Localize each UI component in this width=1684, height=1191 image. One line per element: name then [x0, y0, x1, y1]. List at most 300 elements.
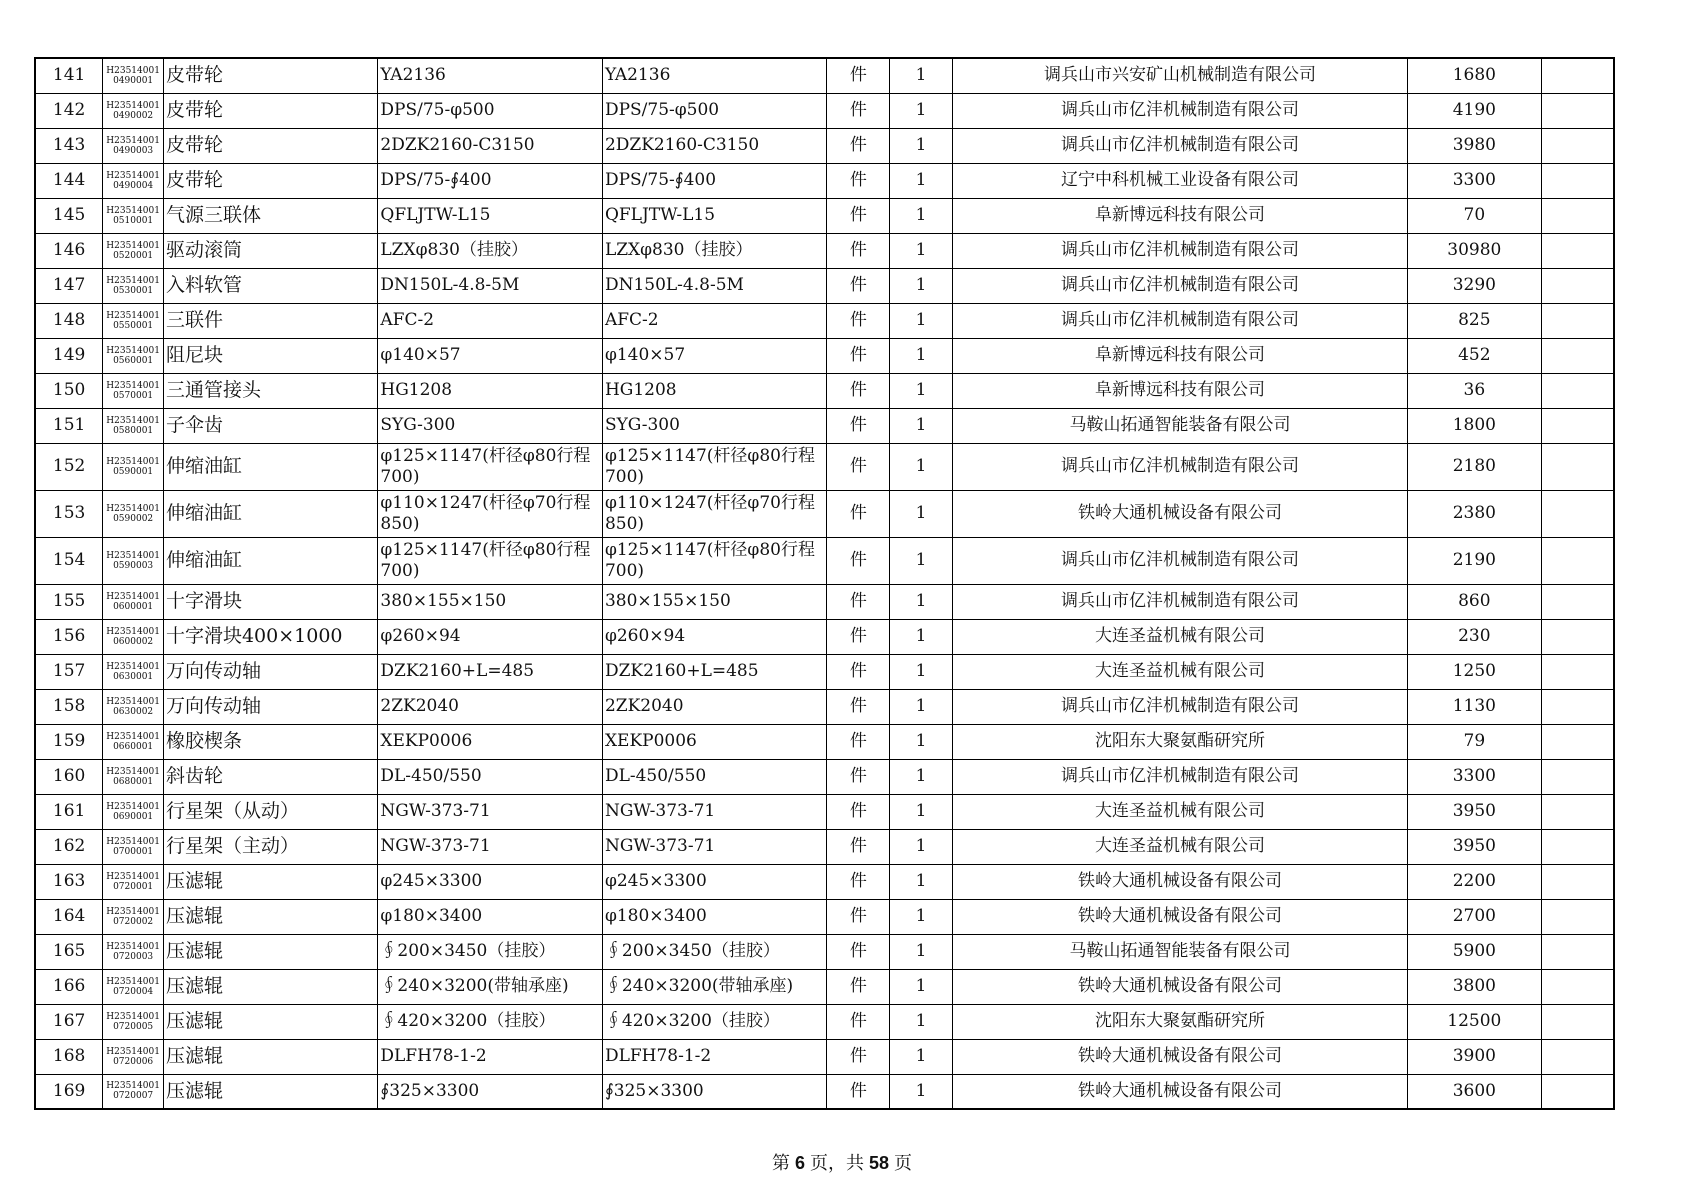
item-note	[1541, 759, 1614, 794]
row-index: 147	[35, 268, 103, 303]
item-model: ∮200×3450（挂胶）	[602, 934, 827, 969]
item-quantity: 1	[890, 864, 953, 899]
item-spec: φ125×1147(杆径φ80行程700)	[378, 537, 603, 584]
unit-price: 3800	[1408, 969, 1542, 1004]
item-model: φ245×3300	[602, 864, 827, 899]
footer-middle: 页，共	[804, 1153, 869, 1173]
material-code: H235140010720003	[103, 934, 164, 969]
item-unit: 件	[827, 93, 890, 128]
item-name: 伸缩油缸	[163, 490, 377, 537]
material-code: H235140010530001	[103, 268, 164, 303]
item-unit: 件	[827, 759, 890, 794]
item-name: 十字滑块400×1000	[163, 619, 377, 654]
item-note	[1541, 490, 1614, 537]
supplier-name: 大连圣益机械有限公司	[952, 829, 1407, 864]
item-spec: ∮200×3450（挂胶）	[378, 934, 603, 969]
item-note	[1541, 373, 1614, 408]
item-spec: φ260×94	[378, 619, 603, 654]
table-row	[35, 864, 1614, 899]
item-unit: 件	[827, 338, 890, 373]
item-name: 压滤辊	[163, 1039, 377, 1074]
row-index: 152	[35, 443, 103, 490]
item-quantity: 1	[890, 490, 953, 537]
item-model: DL-450/550	[602, 759, 827, 794]
item-model: LZXφ830（挂胶）	[602, 233, 827, 268]
item-name: 三联件	[163, 303, 377, 338]
row-index: 162	[35, 829, 103, 864]
item-spec: HG1208	[378, 373, 603, 408]
item-note	[1541, 794, 1614, 829]
material-code: H235140010550001	[103, 303, 164, 338]
material-code: H235140010680001	[103, 759, 164, 794]
item-model: 380×155×150	[602, 584, 827, 619]
material-code: H235140010510001	[103, 198, 164, 233]
item-unit: 件	[827, 899, 890, 934]
item-spec: 2DZK2160-C3150	[378, 128, 603, 163]
row-index: 149	[35, 338, 103, 373]
material-code: H235140010590002	[103, 490, 164, 537]
table-row	[35, 899, 1614, 934]
item-note	[1541, 443, 1614, 490]
item-unit: 件	[827, 490, 890, 537]
item-unit: 件	[827, 689, 890, 724]
item-unit: 件	[827, 969, 890, 1004]
row-index: 143	[35, 128, 103, 163]
item-unit: 件	[827, 934, 890, 969]
item-quantity: 1	[890, 724, 953, 759]
unit-price: 1680	[1408, 58, 1542, 93]
item-model: ∮240×3200(带轴承座)	[602, 969, 827, 1004]
item-note	[1541, 537, 1614, 584]
item-name: 皮带轮	[163, 58, 377, 93]
item-note	[1541, 1039, 1614, 1074]
item-model: NGW-373-71	[602, 829, 827, 864]
material-code: H235140010720005	[103, 1004, 164, 1039]
item-name: 皮带轮	[163, 163, 377, 198]
supplier-name: 大连圣益机械有限公司	[952, 619, 1407, 654]
item-unit: 件	[827, 303, 890, 338]
table-body	[35, 58, 1614, 1109]
item-name: 伸缩油缸	[163, 443, 377, 490]
unit-price: 2200	[1408, 864, 1542, 899]
item-quantity: 1	[890, 934, 953, 969]
row-index: 163	[35, 864, 103, 899]
supplier-name: 马鞍山拓通智能装备有限公司	[952, 408, 1407, 443]
item-quantity: 1	[890, 654, 953, 689]
table-row	[35, 794, 1614, 829]
table-row	[35, 408, 1614, 443]
item-model: φ260×94	[602, 619, 827, 654]
item-note	[1541, 93, 1614, 128]
unit-price: 2700	[1408, 899, 1542, 934]
item-note	[1541, 233, 1614, 268]
item-model: φ180×3400	[602, 899, 827, 934]
table-row	[35, 829, 1614, 864]
item-unit: 件	[827, 654, 890, 689]
item-name: 驱动滚筒	[163, 233, 377, 268]
item-model: DLFH78-1-2	[602, 1039, 827, 1074]
unit-price: 3980	[1408, 128, 1542, 163]
item-spec: QFLJTW-L15	[378, 198, 603, 233]
item-unit: 件	[827, 128, 890, 163]
item-spec: ∮325×3300	[378, 1074, 603, 1109]
material-code: H235140010720001	[103, 864, 164, 899]
row-index: 153	[35, 490, 103, 537]
item-spec: ∮420×3200（挂胶）	[378, 1004, 603, 1039]
item-spec: 2ZK2040	[378, 689, 603, 724]
footer-page-number: 6	[794, 1153, 805, 1173]
item-quantity: 1	[890, 899, 953, 934]
supplier-name: 大连圣益机械有限公司	[952, 794, 1407, 829]
item-model: NGW-373-71	[602, 794, 827, 829]
supplier-name: 调兵山市亿沣机械制造有限公司	[952, 689, 1407, 724]
item-unit: 件	[827, 1039, 890, 1074]
table-row	[35, 934, 1614, 969]
row-index: 165	[35, 934, 103, 969]
row-index: 156	[35, 619, 103, 654]
unit-price: 1250	[1408, 654, 1542, 689]
row-index: 142	[35, 93, 103, 128]
supplier-name: 调兵山市亿沣机械制造有限公司	[952, 268, 1407, 303]
item-spec: NGW-373-71	[378, 794, 603, 829]
item-model: HG1208	[602, 373, 827, 408]
table-row	[35, 93, 1614, 128]
item-quantity: 1	[890, 794, 953, 829]
row-index: 168	[35, 1039, 103, 1074]
table-row	[35, 537, 1614, 584]
material-code: H235140010490001	[103, 58, 164, 93]
item-unit: 件	[827, 829, 890, 864]
item-quantity: 1	[890, 689, 953, 724]
item-quantity: 1	[890, 1039, 953, 1074]
item-note	[1541, 829, 1614, 864]
row-index: 161	[35, 794, 103, 829]
material-code: H235140010630001	[103, 654, 164, 689]
row-index: 164	[35, 899, 103, 934]
item-spec: SYG-300	[378, 408, 603, 443]
item-name: 橡胶楔条	[163, 724, 377, 759]
row-index: 167	[35, 1004, 103, 1039]
supplier-name: 沈阳东大聚氨酯研究所	[952, 1004, 1407, 1039]
material-code: H235140010590001	[103, 443, 164, 490]
item-name: 压滤辊	[163, 969, 377, 1004]
table-row	[35, 338, 1614, 373]
item-quantity: 1	[890, 128, 953, 163]
unit-price: 3290	[1408, 268, 1542, 303]
row-index: 157	[35, 654, 103, 689]
footer-suffix: 页	[889, 1153, 913, 1173]
item-unit: 件	[827, 1004, 890, 1039]
material-code: H235140010690001	[103, 794, 164, 829]
item-name: 气源三联体	[163, 198, 377, 233]
table-row	[35, 689, 1614, 724]
item-quantity: 1	[890, 338, 953, 373]
parts-table	[34, 57, 1615, 1110]
item-name: 阻尼块	[163, 338, 377, 373]
item-spec: φ140×57	[378, 338, 603, 373]
item-spec: φ125×1147(杆径φ80行程700)	[378, 443, 603, 490]
supplier-name: 沈阳东大聚氨酯研究所	[952, 724, 1407, 759]
item-note	[1541, 338, 1614, 373]
item-model: 2DZK2160-C3150	[602, 128, 827, 163]
row-index: 169	[35, 1074, 103, 1109]
unit-price: 1130	[1408, 689, 1542, 724]
item-name: 行星架（从动）	[163, 794, 377, 829]
unit-price: 2180	[1408, 443, 1542, 490]
supplier-name: 铁岭大通机械设备有限公司	[952, 899, 1407, 934]
item-name: 万向传动轴	[163, 689, 377, 724]
unit-price: 30980	[1408, 233, 1542, 268]
supplier-name: 调兵山市兴安矿山机械制造有限公司	[952, 58, 1407, 93]
material-code: H235140010580001	[103, 408, 164, 443]
item-model: DPS/75-φ500	[602, 93, 827, 128]
table-row	[35, 654, 1614, 689]
item-name: 子伞齿	[163, 408, 377, 443]
item-model: DZK2160+L=485	[602, 654, 827, 689]
item-model: 2ZK2040	[602, 689, 827, 724]
item-quantity: 1	[890, 233, 953, 268]
item-name: 行星架（主动）	[163, 829, 377, 864]
unit-price: 3300	[1408, 759, 1542, 794]
item-quantity: 1	[890, 969, 953, 1004]
item-unit: 件	[827, 268, 890, 303]
table-row	[35, 1074, 1614, 1109]
unit-price: 4190	[1408, 93, 1542, 128]
item-model: ∮325×3300	[602, 1074, 827, 1109]
material-code: H235140010600002	[103, 619, 164, 654]
item-note	[1541, 268, 1614, 303]
item-spec: ∮240×3200(带轴承座)	[378, 969, 603, 1004]
item-note	[1541, 969, 1614, 1004]
item-spec: AFC-2	[378, 303, 603, 338]
item-spec: φ180×3400	[378, 899, 603, 934]
material-code: H235140010490002	[103, 93, 164, 128]
row-index: 160	[35, 759, 103, 794]
table-row	[35, 584, 1614, 619]
unit-price: 3300	[1408, 163, 1542, 198]
supplier-name: 大连圣益机械有限公司	[952, 654, 1407, 689]
item-note	[1541, 1004, 1614, 1039]
unit-price: 79	[1408, 724, 1542, 759]
unit-price: 230	[1408, 619, 1542, 654]
item-name: 万向传动轴	[163, 654, 377, 689]
item-note	[1541, 408, 1614, 443]
supplier-name: 调兵山市亿沣机械制造有限公司	[952, 128, 1407, 163]
unit-price: 2380	[1408, 490, 1542, 537]
item-model: YA2136	[602, 58, 827, 93]
table-row	[35, 163, 1614, 198]
item-model: XEKP0006	[602, 724, 827, 759]
item-note	[1541, 58, 1614, 93]
unit-price: 452	[1408, 338, 1542, 373]
material-code: H235140010590003	[103, 537, 164, 584]
item-model: DPS/75-∮400	[602, 163, 827, 198]
item-name: 压滤辊	[163, 934, 377, 969]
material-code: H235140010720007	[103, 1074, 164, 1109]
unit-price: 3900	[1408, 1039, 1542, 1074]
item-spec: 380×155×150	[378, 584, 603, 619]
material-code: H235140010560001	[103, 338, 164, 373]
item-name: 入料软管	[163, 268, 377, 303]
item-spec: LZXφ830（挂胶）	[378, 233, 603, 268]
unit-price: 3950	[1408, 794, 1542, 829]
material-code: H235140010520001	[103, 233, 164, 268]
item-unit: 件	[827, 1074, 890, 1109]
unit-price: 860	[1408, 584, 1542, 619]
item-unit: 件	[827, 537, 890, 584]
item-quantity: 1	[890, 58, 953, 93]
unit-price: 36	[1408, 373, 1542, 408]
material-code: H235140010490004	[103, 163, 164, 198]
item-model: ∮420×3200（挂胶）	[602, 1004, 827, 1039]
table-row	[35, 268, 1614, 303]
item-quantity: 1	[890, 303, 953, 338]
material-code: H235140010490003	[103, 128, 164, 163]
row-index: 155	[35, 584, 103, 619]
unit-price: 3950	[1408, 829, 1542, 864]
table-row	[35, 724, 1614, 759]
unit-price: 70	[1408, 198, 1542, 233]
supplier-name: 铁岭大通机械设备有限公司	[952, 490, 1407, 537]
row-index: 141	[35, 58, 103, 93]
item-name: 皮带轮	[163, 128, 377, 163]
material-code: H235140010700001	[103, 829, 164, 864]
item-spec: DPS/75-φ500	[378, 93, 603, 128]
item-spec: DN150L-4.8-5M	[378, 268, 603, 303]
supplier-name: 调兵山市亿沣机械制造有限公司	[952, 443, 1407, 490]
item-name: 斜齿轮	[163, 759, 377, 794]
item-unit: 件	[827, 233, 890, 268]
unit-price: 12500	[1408, 1004, 1542, 1039]
item-note	[1541, 864, 1614, 899]
item-unit: 件	[827, 443, 890, 490]
item-quantity: 1	[890, 619, 953, 654]
item-spec: NGW-373-71	[378, 829, 603, 864]
item-quantity: 1	[890, 93, 953, 128]
item-name: 压滤辊	[163, 1004, 377, 1039]
item-spec: YA2136	[378, 58, 603, 93]
supplier-name: 铁岭大通机械设备有限公司	[952, 1074, 1407, 1109]
table-row	[35, 443, 1614, 490]
supplier-name: 调兵山市亿沣机械制造有限公司	[952, 537, 1407, 584]
item-quantity: 1	[890, 198, 953, 233]
material-code: H235140010630002	[103, 689, 164, 724]
item-note	[1541, 198, 1614, 233]
item-quantity: 1	[890, 1074, 953, 1109]
row-index: 148	[35, 303, 103, 338]
item-note	[1541, 1074, 1614, 1109]
item-name: 压滤辊	[163, 864, 377, 899]
supplier-name: 铁岭大通机械设备有限公司	[952, 1039, 1407, 1074]
material-code: H235140010660001	[103, 724, 164, 759]
item-unit: 件	[827, 724, 890, 759]
item-unit: 件	[827, 584, 890, 619]
item-note	[1541, 724, 1614, 759]
item-unit: 件	[827, 408, 890, 443]
item-quantity: 1	[890, 373, 953, 408]
item-spec: φ245×3300	[378, 864, 603, 899]
item-spec: DLFH78-1-2	[378, 1039, 603, 1074]
supplier-name: 阜新博远科技有限公司	[952, 373, 1407, 408]
table-row	[35, 759, 1614, 794]
item-model: φ110×1247(杆径φ70行程850)	[602, 490, 827, 537]
item-note	[1541, 619, 1614, 654]
row-index: 146	[35, 233, 103, 268]
supplier-name: 调兵山市亿沣机械制造有限公司	[952, 303, 1407, 338]
item-model: φ125×1147(杆径φ80行程700)	[602, 537, 827, 584]
table-row	[35, 58, 1614, 93]
item-note	[1541, 163, 1614, 198]
item-note	[1541, 689, 1614, 724]
material-code: H235140010570001	[103, 373, 164, 408]
supplier-name: 调兵山市亿沣机械制造有限公司	[952, 93, 1407, 128]
page-footer	[0, 1149, 1684, 1175]
material-code: H235140010600001	[103, 584, 164, 619]
item-name: 皮带轮	[163, 93, 377, 128]
item-quantity: 1	[890, 1004, 953, 1039]
item-name: 十字滑块	[163, 584, 377, 619]
item-quantity: 1	[890, 408, 953, 443]
item-model: φ140×57	[602, 338, 827, 373]
material-code: H235140010720002	[103, 899, 164, 934]
item-name: 三通管接头	[163, 373, 377, 408]
row-index: 151	[35, 408, 103, 443]
table-row	[35, 1039, 1614, 1074]
unit-price: 825	[1408, 303, 1542, 338]
row-index: 150	[35, 373, 103, 408]
item-unit: 件	[827, 58, 890, 93]
item-name: 压滤辊	[163, 899, 377, 934]
table-row	[35, 1004, 1614, 1039]
item-name: 压滤辊	[163, 1074, 377, 1109]
row-index: 158	[35, 689, 103, 724]
item-unit: 件	[827, 864, 890, 899]
table-row	[35, 619, 1614, 654]
item-spec: DZK2160+L=485	[378, 654, 603, 689]
item-note	[1541, 303, 1614, 338]
item-note	[1541, 584, 1614, 619]
item-note	[1541, 128, 1614, 163]
item-spec: φ110×1247(杆径φ70行程850)	[378, 490, 603, 537]
supplier-name: 铁岭大通机械设备有限公司	[952, 969, 1407, 1004]
item-model: SYG-300	[602, 408, 827, 443]
item-quantity: 1	[890, 584, 953, 619]
unit-price: 3600	[1408, 1074, 1542, 1109]
item-model: φ125×1147(杆径φ80行程700)	[602, 443, 827, 490]
unit-price: 5900	[1408, 934, 1542, 969]
supplier-name: 铁岭大通机械设备有限公司	[952, 864, 1407, 899]
item-unit: 件	[827, 373, 890, 408]
unit-price: 2190	[1408, 537, 1542, 584]
item-quantity: 1	[890, 268, 953, 303]
table-row	[35, 233, 1614, 268]
item-note	[1541, 654, 1614, 689]
row-index: 166	[35, 969, 103, 1004]
item-unit: 件	[827, 794, 890, 829]
item-note	[1541, 899, 1614, 934]
item-spec: XEKP0006	[378, 724, 603, 759]
item-unit: 件	[827, 619, 890, 654]
item-model: QFLJTW-L15	[602, 198, 827, 233]
table-row	[35, 969, 1614, 1004]
supplier-name: 调兵山市亿沣机械制造有限公司	[952, 584, 1407, 619]
row-index: 144	[35, 163, 103, 198]
item-model: DN150L-4.8-5M	[602, 268, 827, 303]
supplier-name: 调兵山市亿沣机械制造有限公司	[952, 233, 1407, 268]
table-row	[35, 303, 1614, 338]
footer-total-pages: 58	[869, 1153, 890, 1173]
table-row	[35, 373, 1614, 408]
